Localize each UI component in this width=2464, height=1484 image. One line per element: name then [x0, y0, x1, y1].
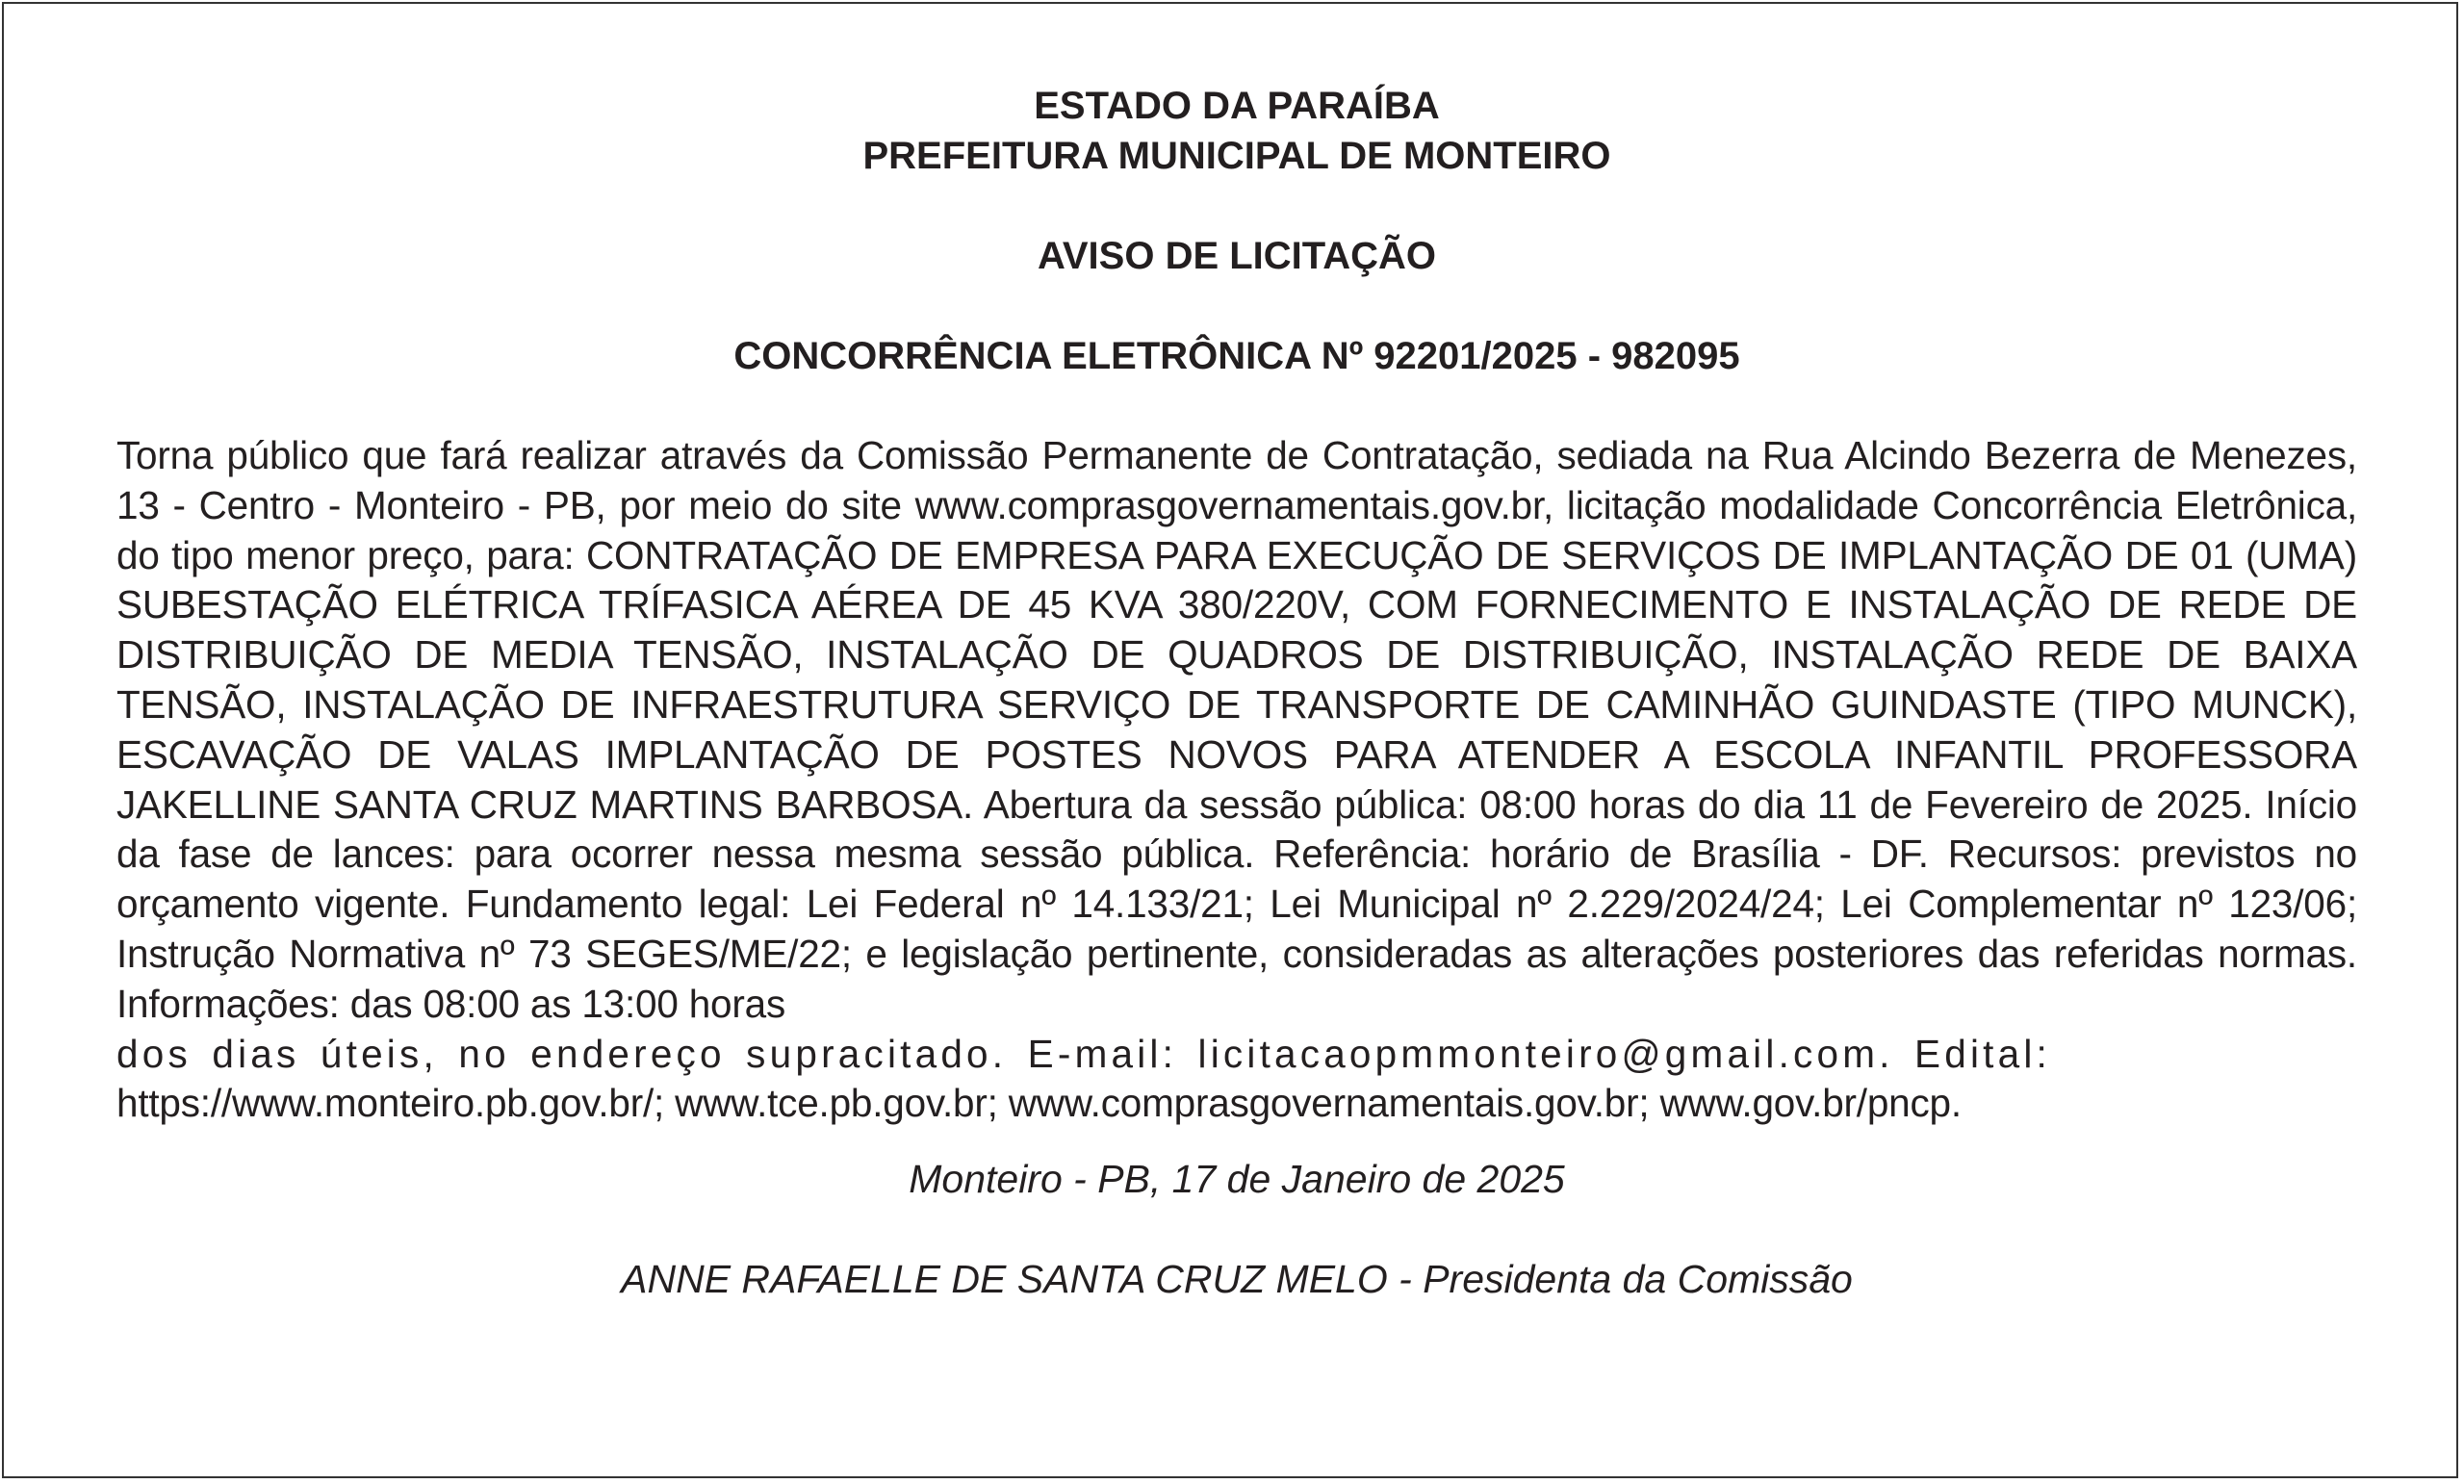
notice-body [116, 431, 2357, 1129]
notice-body-contact: dos dias úteis, no endereço supracitado. E-mail: licitacaopmmonteiro@gmail.com. Edital: [116, 1031, 2052, 1076]
place-date: Monteiro - PB, 17 de Janeiro de 2025 [909, 1157, 1565, 1202]
procurement-id: CONCORRÊNCIA ELETRÔNICA Nº 92201/2025 - 982095 [733, 335, 1740, 377]
municipality-name: PREFEITURA MUNICIPAL DE MONTEIRO [862, 135, 1611, 177]
signature [116, 1254, 2357, 1304]
notice-header [116, 81, 2357, 181]
signature-separator: - [1387, 1257, 1424, 1302]
signature-role: Presidenta da Comissão [1423, 1257, 1853, 1302]
notice-content [116, 81, 2357, 1304]
notice-body-main: Torna público que fará realizar através da Comissão Permanente de Contratação, sediada na Rua Alcindo Bezerra de Menezes, 13 - Centro - Monteiro - PB, por meio do site www.comprasgovernamentais.gov.br, licitação modalidade Concorrência Eletrônica, do tipo menor preço, para: CONTRATAÇÃO DE EMPRESA PARA EXECUÇÃO DE SERVIÇOS DE IMPLANTAÇÃO DE 01 (UMA) SUBESTAÇÃO ELÉTRICA TRÍFASICA AÉREA DE 45 KVA 380/220V, COM FORNECIMENTO E INSTALAÇÃO DE REDE DE DISTRIBUIÇÃO DE MEDIA TENSÃO, INSTALAÇÃO DE QUADROS DE DISTRIBUIÇÃO, INSTALAÇÃO REDE DE BAIXA TENSÃO, INSTALAÇÃO DE INFRAESTRUTURA SERVIÇO DE TRANSPORTE DE CAMINHÃO GUINDASTE (TIPO MUNCK), ESCAVAÇÃO DE VALAS IMPLANTAÇÃO DE POSTES NOVOS PARA ATENDER A ESCOLA INFANTIL PROFESSORA JAKELLINE SANTA CRUZ MARTINS BARBOSA. Abertura da sessão pública: 08:00 horas do dia 11 de Fevereiro de 2025. Início da fase de lances: para ocorrer nessa mesma sessão pública. Referência: horário de Brasília - DF. Recursos: previstos no orçamento vigente. Fundamento legal: Lei Federal nº 14.133/21; Lei Municipal nº 2.229/2024/24; Lei Complementar nº 123/06; Instrução Normativa nº 73 SEGES/ME/22; e legislação pertinente, consideradas as alterações posteriores das referidas normas. Informações: das 08:00 as 13:00 horas [116, 433, 2357, 1026]
notice-frame [2, 2, 2458, 1478]
state-name: ESTADO DA PARAÍBA [1034, 85, 1440, 127]
signature-name: ANNE RAFAELLE DE SANTA CRUZ MELO [621, 1257, 1388, 1302]
notice-body-links: https://www.monteiro.pb.gov.br/; www.tce.pb.gov.br; www.comprasgovernamentais.gov.br; www.gov.br/pncp. [116, 1081, 1962, 1126]
notice-title: AVISO DE LICITAÇÃO [1037, 235, 1437, 277]
